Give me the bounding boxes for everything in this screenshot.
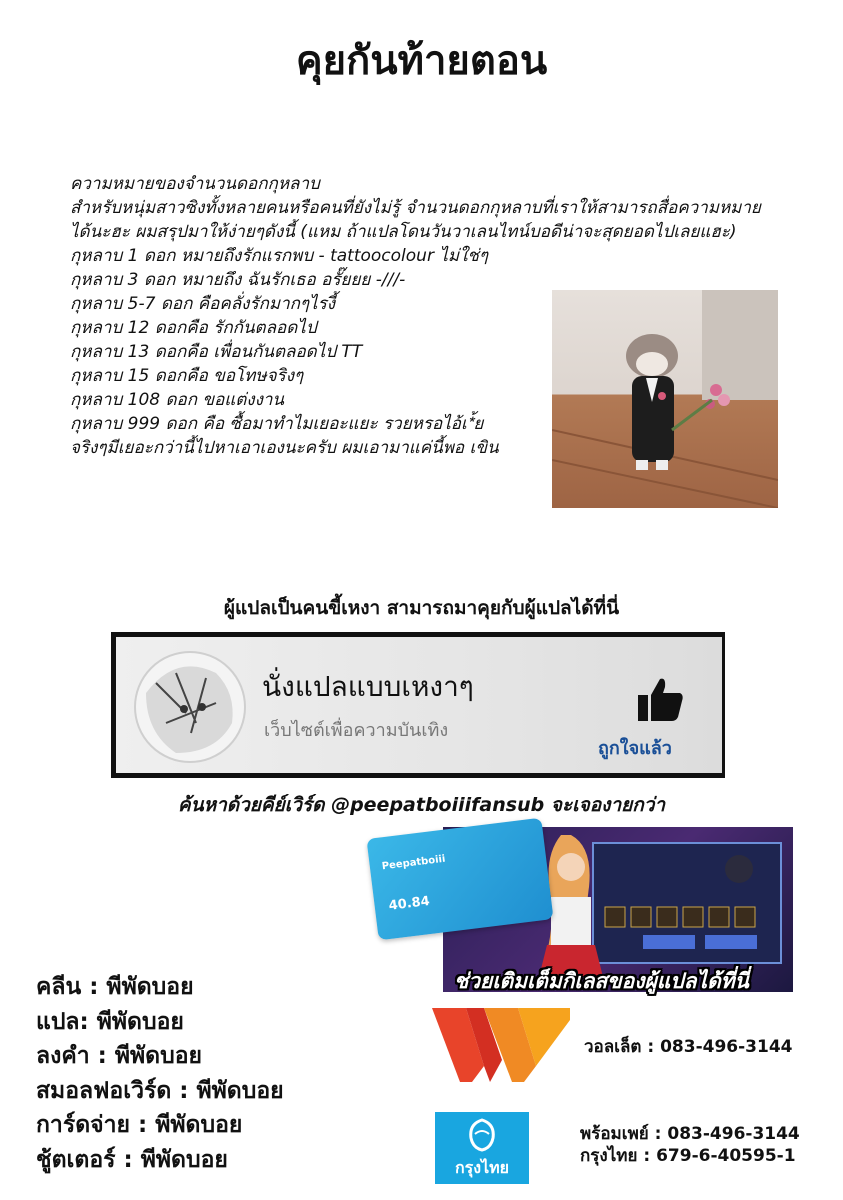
credit-line: แปล: พีพัดบอย: [36, 1008, 184, 1035]
donate-caption: ช่วยเติมเต็มกิเลสของผู้แปลได้ที่นี่: [454, 969, 749, 993]
note-line: กุหลาบ 3 ดอก หมายถึง ฉันรักเธอ อรั๊ยยย -///-: [70, 270, 406, 290]
krungthai-account: กรุงไทย : 679-6-40595-1: [580, 1146, 796, 1166]
follow-caption: ผู้แปลเป็นคนขี้เหงา สามารถมาคุยกับผู้แปลได้ที่นี่: [223, 597, 620, 619]
page-name: นั่งแปลแบบเหงาๆ: [262, 670, 474, 703]
credit-line: ลงคำ : พีพัดบอย: [36, 1043, 202, 1069]
credit-line: การ์ดจ่าย : พีพัดบอย: [36, 1112, 243, 1138]
note-line: จริงๆมีเยอะกว่านี้ไปหาเอาเองนะครับ ผมเอามาแค่นี้พอ เขิน: [70, 438, 499, 458]
wallet-balance-card: [366, 818, 553, 941]
note-line: สำหรับหนุ่มสาวซิงทั้งหลายคนหรือคนที่ยังไม่รู้ จำนวนดอกกุหลาบที่เราให้สามารถสื่อความหมาย: [70, 198, 761, 218]
facebook-page-card[interactable]: [111, 632, 725, 778]
krungthai-logo-text: กรุงไทย: [454, 1158, 510, 1177]
note-line: กุหลาบ 13 ดอกคือ เพื่อนกันตลอดไป TT: [70, 342, 363, 362]
liked-label[interactable]: ถูกใจแล้ว: [598, 738, 672, 759]
truemoney-wallet-logo: [432, 1008, 570, 1082]
wallet-amount: 40.84: [387, 893, 431, 914]
page-title: คุยกันท้ายตอน: [295, 38, 548, 84]
note-line: ได้นะฮะ ผมสรุปมาให้ง่ายๆดังนี้ (แหม ถ้าแปลโดนวันวาเลนไทน์บอดีน่าจะสุดยอดไปเลยแฮะ): [70, 222, 737, 242]
krungthai-logo: [435, 1112, 529, 1184]
note-line: กุหลาบ 15 ดอกคือ ขอโทษจริงๆ: [70, 366, 304, 386]
note-line: ความหมายของจำนวนดอกกุหลาบ: [70, 174, 320, 194]
search-keyword-caption: ค้นหาด้วยคีย์เวิร์ด @peepatboiiifansub จะเจองายกว่า: [177, 794, 666, 816]
credits-list: [36, 970, 284, 1177]
note-line: กุหลาบ 999 ดอก คือ ซื้อมาทำไมเยอะแยะ รวยหรอไอ้เ*้ย: [70, 414, 484, 434]
credit-line: คลีน : พีพัดบอย: [36, 974, 194, 1000]
bank-details: [580, 1123, 800, 1167]
page-avatar: [134, 651, 246, 763]
note-line: กุหลาบ 12 ดอกคือ รักกันตลอดไป: [70, 318, 317, 338]
thumbs-up-icon[interactable]: [638, 677, 684, 721]
cat-in-suit-photo: [552, 290, 778, 508]
page-subtitle: เว็บไซต์เพื่อความบันเทิง: [264, 720, 449, 741]
promptpay-number: พร้อมเพย์ : 083-496-3144: [580, 1124, 800, 1144]
credit-line: ชู้ตเตอร์ : พีพัดบอย: [36, 1146, 228, 1173]
note-line: กุหลาบ 1 ดอก หมายถึงรักแรกพบ - tattoocolour ไม่ใช่ๆ: [70, 246, 489, 266]
note-line: กุหลาบ 108 ดอก ขอแต่งงาน: [70, 390, 285, 410]
truewallet-number: วอลเล็ต : 083-496-3144: [584, 1037, 793, 1057]
note-line: กุหลาบ 5-7 ดอก คือคลั่งรักมากๆไรงี้: [70, 294, 336, 314]
credit-line: สมอลฟอเวิร์ด : พีพัดบอย: [36, 1077, 284, 1104]
wallet-owner: Peepatboiii: [381, 853, 447, 873]
